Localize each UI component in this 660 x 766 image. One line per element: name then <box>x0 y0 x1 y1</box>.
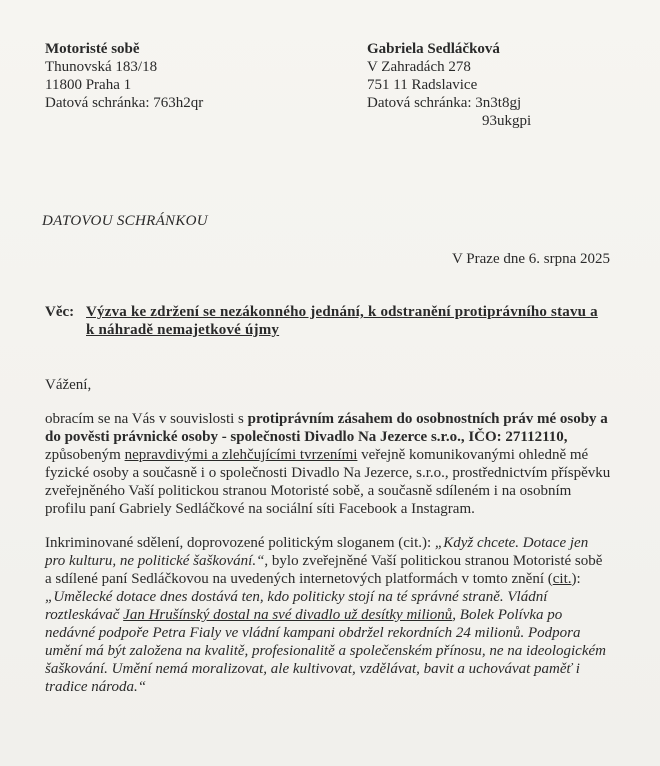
para2-line <box>45 606 635 624</box>
underlined-text: cit. <box>552 571 572 587</box>
quote-text: „Když chcete. Dotace jen <box>434 535 589 551</box>
date-line: V Praze dne 6. srpna 2025 <box>452 251 611 267</box>
para1-line: profilu paní Gabriely Sedláčkové na sociální síti Facebook a Instagram. <box>45 501 475 517</box>
sender-databox: Datová schránka: 763h2qr <box>45 95 204 111</box>
bold-text: protiprávním zásahem do osobnostních práv mé osoby a <box>247 411 608 427</box>
para2-line: šaškování. Umění nemá moralizovat, ale kultivovat, vzdělávat, bavit a uchovávat paměť i <box>45 661 580 677</box>
recipient-name: Gabriela Sedláčková <box>367 41 500 57</box>
para1-line <box>45 410 635 428</box>
recipient-city: 751 11 Radslavice <box>367 77 478 93</box>
sender-street: Thunovská 183/18 <box>45 59 158 75</box>
quote-text: , Bolek Polívka po <box>452 607 563 623</box>
text: , bylo zveřejněné Vaší politickou stranou Motoristé sobě <box>264 553 603 569</box>
subject-line-2: k náhradě nemajetkové újmy <box>86 322 280 338</box>
para2-line: umění má být založena na kvalitě, profesionalitě a společenském přínosu, ne na ideologickém <box>45 643 606 659</box>
quote-text: pro kulturu, ne politické šaškování.“ <box>45 553 265 569</box>
text: ): <box>571 571 581 587</box>
sender-name: Motoristé sobě <box>45 41 140 57</box>
para2-line: „Umělecké dotace dnes dostává ten, kdo politicky stojí na té správné straně. Vládní <box>45 589 548 605</box>
subject-line-1: Výzva ke zdržení se nezákonného jednání, k odstranění protiprávního stavu a <box>86 304 598 320</box>
para1-line: zveřejněného Vaší politickou stranou Motoristé sobě, a současně sdíleném i na osobním <box>45 483 572 499</box>
greeting: Vážení, <box>45 377 92 393</box>
recipient-databox: Datová schránka: 3n3t8gj <box>367 95 522 111</box>
text: veřejně komunikovanými ohledně mé <box>357 447 589 463</box>
para2-line <box>45 552 635 570</box>
para2-line <box>45 570 635 588</box>
paragraph-1 <box>45 410 635 518</box>
para1-line: do pověsti právnické osoby - společnosti Divadlo Na Jezerce s.r.o., IČO: 27112110, <box>45 429 568 445</box>
text: Inkriminované sdělení, doprovozené politickým sloganem (cit.): <box>45 535 435 551</box>
sender-city: 11800 Praha 1 <box>45 77 132 93</box>
text: a sdílené paní Sedláčkovou na uvedených internetových platformách v tomto znění ( <box>45 571 553 587</box>
recipient-databox-cont: 93ukgpi <box>482 113 532 129</box>
para2-line: tradice národa.“ <box>45 679 147 695</box>
recipient-street: V Zahradách 278 <box>367 59 471 75</box>
para2-line <box>45 534 635 552</box>
text: způsobeným <box>45 447 125 463</box>
subject-label: Věc: <box>45 304 75 320</box>
para1-line <box>45 446 635 464</box>
para2-line: nedávné podpoře Petra Fialy ve vládní kampani obdržel rekordních 24 milionů. Podpora <box>45 625 581 641</box>
delivery-method: DATOVOU SCHRÁNKOU <box>42 213 208 229</box>
para1-line: fyzické osoby a současně i o společnosti Divadlo Na Jezerce, s.r.o., prostřednictvím příspěvku <box>45 465 611 481</box>
text: obracím se na Vás v souvislosti s <box>45 411 248 427</box>
paragraph-2 <box>45 534 635 696</box>
quote-text: roztleskávač <box>45 607 124 623</box>
underlined-quote-text: Jan Hrušínský dostal na své divadlo už desítky milionů <box>123 607 453 623</box>
underlined-text: nepravdivými a zlehčujícími tvrzeními <box>124 447 358 463</box>
